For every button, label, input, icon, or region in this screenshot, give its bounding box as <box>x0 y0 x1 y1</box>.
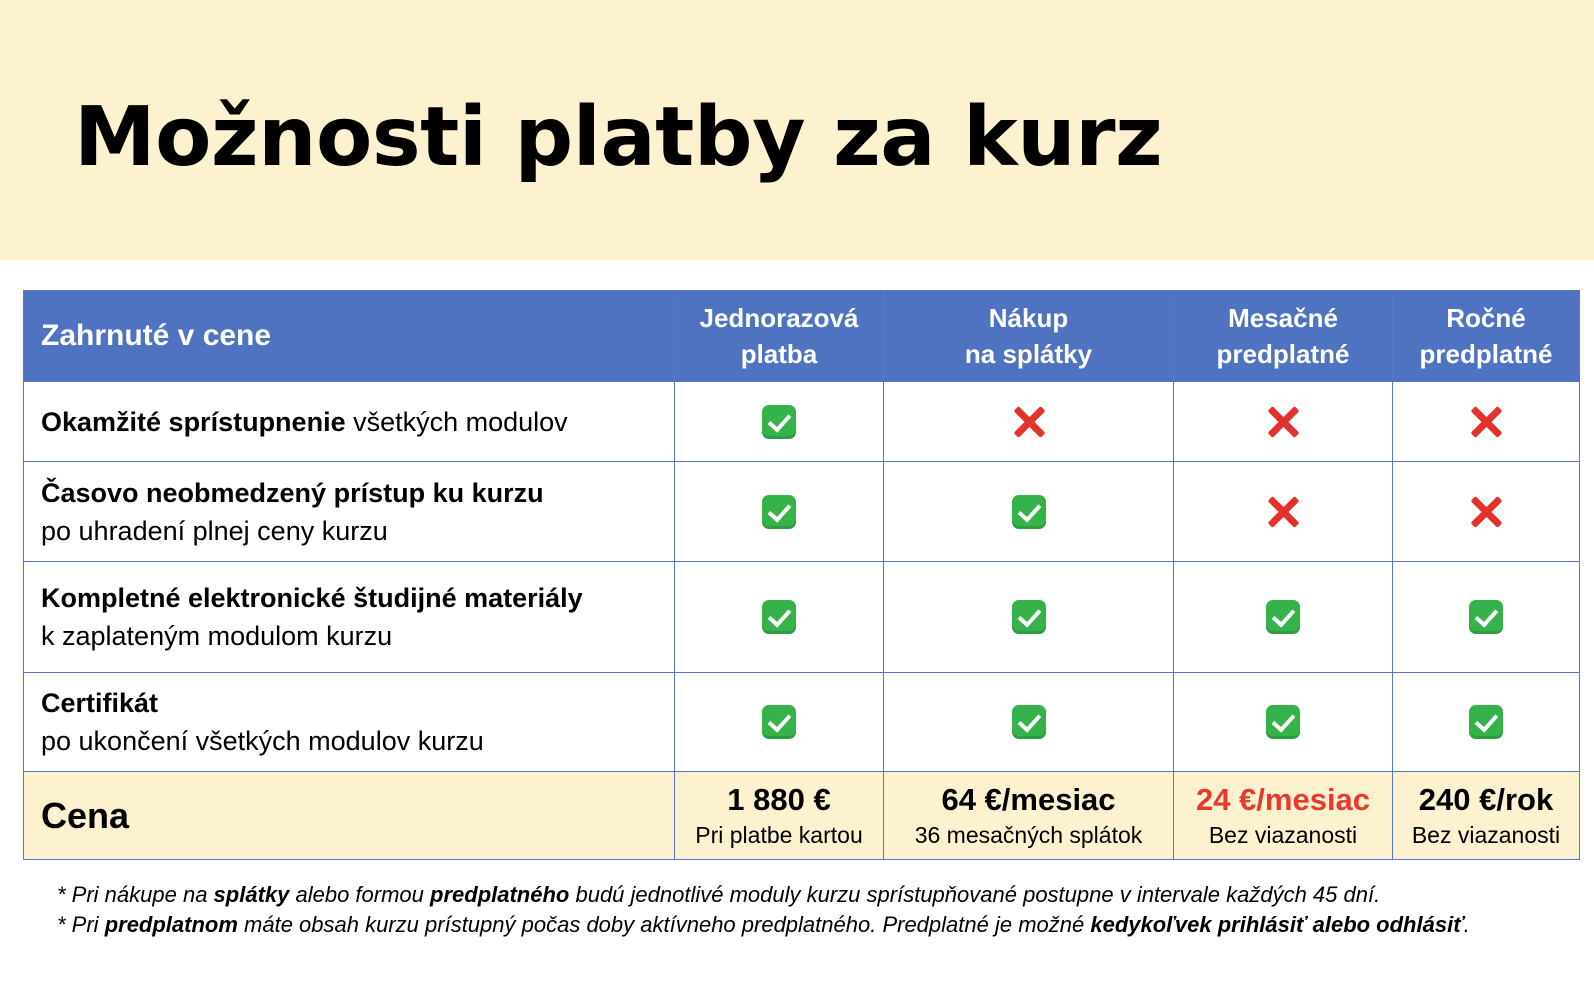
check-icon <box>1469 600 1503 634</box>
page-title: Možnosti platby za kurz <box>74 90 1163 185</box>
cross-icon <box>1468 404 1504 440</box>
check-icon <box>1012 705 1046 739</box>
table-row <box>24 562 1580 673</box>
availability-cell <box>675 562 884 673</box>
availability-cell <box>1174 562 1393 673</box>
check-icon <box>1266 600 1300 634</box>
check-icon <box>762 600 796 634</box>
availability-cell <box>884 382 1174 462</box>
cross-icon <box>1265 494 1301 530</box>
availability-cell <box>1393 562 1580 673</box>
check-icon <box>1469 705 1503 739</box>
table-row <box>24 382 1580 462</box>
check-icon <box>762 705 796 739</box>
title-banner <box>0 0 1594 260</box>
price-row <box>24 772 1580 860</box>
feature-cell: Okamžité sprístupnenie všetkých modulov <box>24 382 675 462</box>
price-cell-one-time: 1 880 € Pri platbe kartou <box>675 772 884 860</box>
price-cell-installments: 64 €/mesiac 36 mesačných splátok <box>884 772 1174 860</box>
header-included: Zahrnuté v cene <box>24 291 675 382</box>
check-icon <box>762 405 796 439</box>
availability-cell <box>675 673 884 772</box>
availability-cell <box>884 673 1174 772</box>
availability-cell <box>675 462 884 562</box>
check-icon <box>1266 705 1300 739</box>
availability-cell <box>1174 673 1393 772</box>
cross-icon <box>1265 404 1301 440</box>
availability-cell <box>1174 462 1393 562</box>
availability-cell <box>675 382 884 462</box>
availability-cell <box>1393 462 1580 562</box>
footnote-subscription: * Pri predplatnom máte obsah kurzu prístupný počas doby aktívneho predplatného. Predplatné je možné kedykoľvek prihlásiť alebo odhlásiť. <box>57 912 1470 937</box>
header-plan-monthly: Mesačné predplatné <box>1174 291 1393 382</box>
check-icon <box>1012 495 1046 529</box>
price-label: Cena <box>24 772 675 860</box>
availability-cell <box>884 462 1174 562</box>
cross-icon <box>1011 404 1047 440</box>
availability-cell <box>1174 382 1393 462</box>
pricing-table <box>23 290 1580 860</box>
header-plan-one-time: Jednorazová platba <box>675 291 884 382</box>
availability-cell <box>1393 382 1580 462</box>
availability-cell <box>1393 673 1580 772</box>
cross-icon <box>1468 494 1504 530</box>
price-cell-monthly: 24 €/mesiac Bez viazanosti <box>1174 772 1393 860</box>
header-plan-yearly: Ročné predplatné <box>1393 291 1580 382</box>
footnotes <box>57 880 1470 940</box>
table-header-row <box>24 291 1580 382</box>
availability-cell <box>884 562 1174 673</box>
header-plan-installments: Nákup na splátky <box>884 291 1174 382</box>
footnote-installments: * Pri nákupe na splátky alebo formou predplatného budú jednotlivé moduly kurzu sprístupňované postupne v intervale každých 45 dní. <box>57 882 1381 907</box>
check-icon <box>762 495 796 529</box>
table-row <box>24 462 1580 562</box>
feature-cell: Certifikát po ukončení všetkých modulov kurzu <box>24 673 675 772</box>
price-cell-yearly: 240 €/rok Bez viazanosti <box>1393 772 1580 860</box>
feature-cell: Kompletné elektronické študijné materiály k zaplateným modulom kurzu <box>24 562 675 673</box>
feature-cell: Časovo neobmedzený prístup ku kurzu po uhradení plnej ceny kurzu <box>24 462 675 562</box>
table-row <box>24 673 1580 772</box>
check-icon <box>1012 600 1046 634</box>
